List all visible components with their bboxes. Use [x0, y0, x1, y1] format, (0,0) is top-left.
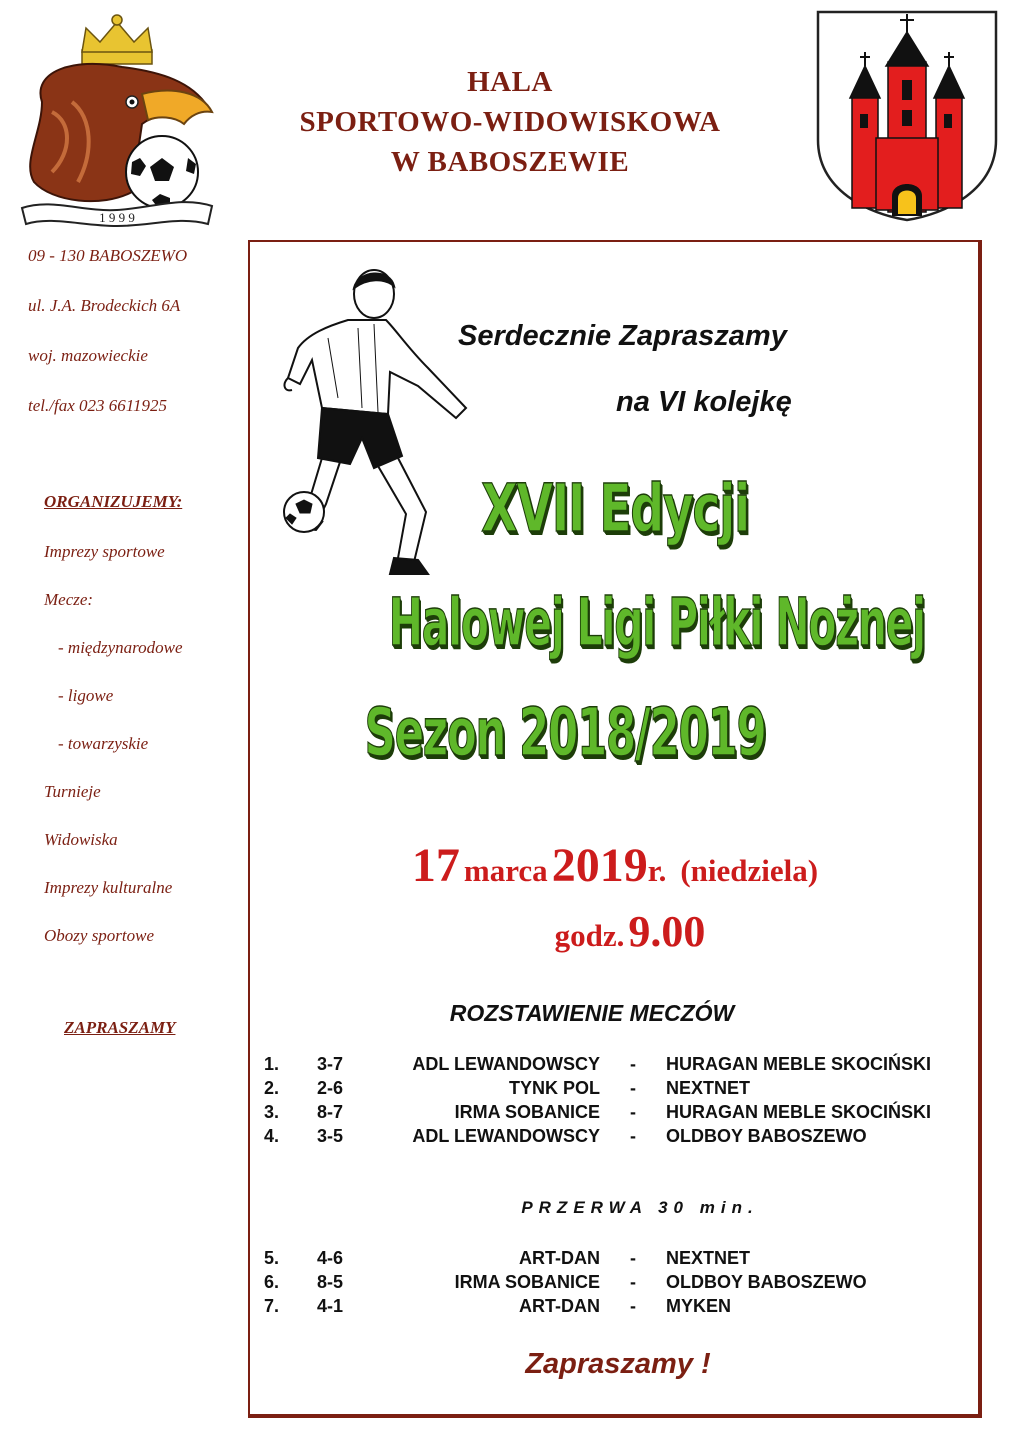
date-suffix: r.	[647, 853, 667, 888]
hall-title	[240, 62, 780, 182]
match-row	[264, 1246, 984, 1270]
organize-item: - towarzyskie	[58, 734, 149, 753]
match-row	[264, 1270, 984, 1294]
matches-table-1	[264, 1052, 984, 1148]
invite-line-2: na VI kolejkę	[616, 386, 792, 418]
match-home-team: IRMA SOBANICE	[454, 1272, 600, 1292]
match-home-team: ADL LEWANDOWSCY	[412, 1054, 600, 1074]
match-home-team: IRMA SOBANICE	[454, 1102, 600, 1122]
date-day: 17	[411, 839, 460, 892]
time-value: 9.00	[628, 907, 706, 956]
organize-item: Mecze:	[44, 590, 94, 609]
match-separator: -	[630, 1296, 636, 1316]
date-year: 2019	[551, 839, 648, 892]
league-title: Halowej Ligi Piłki Nożnej	[388, 584, 925, 661]
hall-title-line-3: W BABOSZEWIE	[390, 146, 630, 178]
match-away-team: HURAGAN MEBLE SKOCIŃSKI	[666, 1054, 932, 1074]
match-pair: 8-5	[316, 1272, 343, 1292]
match-pair: 4-1	[316, 1296, 343, 1316]
eagle-crown-football-logo-icon	[12, 12, 222, 234]
match-home-team: ART-DAN	[519, 1296, 600, 1316]
match-number: 4.	[264, 1126, 280, 1146]
organize-item: - międzynarodowe	[58, 638, 183, 657]
match-row	[264, 1124, 984, 1148]
date-month: marca	[463, 853, 548, 888]
match-separator: -	[630, 1078, 636, 1098]
match-pair: 4-6	[316, 1248, 343, 1268]
match-home-team: ADL LEWANDOWSCY	[412, 1126, 600, 1146]
match-away-team: NEXTNET	[666, 1248, 751, 1268]
coat-of-arms	[816, 10, 998, 222]
match-pair: 2-6	[316, 1078, 343, 1098]
organize-heading: ORGANIZUJEMY:	[44, 492, 183, 511]
schedule-heading: ROZSTAWIENIE MECZÓW	[449, 1000, 735, 1026]
organize-item: Imprezy sportowe	[44, 542, 165, 561]
match-separator: -	[630, 1054, 636, 1074]
match-pair: 3-7	[316, 1054, 343, 1074]
match-away-team: NEXTNET	[666, 1078, 751, 1098]
organize-item: Turnieje	[44, 782, 101, 801]
match-row	[264, 1052, 984, 1076]
match-away-team: MYKEN	[666, 1296, 732, 1316]
match-home-team: ART-DAN	[519, 1248, 600, 1268]
red-church-coat-of-arms-icon	[816, 10, 998, 222]
matches-table-2	[264, 1246, 984, 1318]
hall-title-line-1: HALA	[467, 66, 553, 98]
match-number: 3.	[264, 1102, 280, 1122]
match-row	[264, 1100, 984, 1124]
match-away-team: OLDBOY BABOSZEWO	[666, 1272, 867, 1292]
edition-title: XVII Edycji	[481, 470, 749, 547]
match-pair: 8-7	[316, 1102, 343, 1122]
club-logo	[12, 12, 222, 234]
match-separator: -	[630, 1248, 636, 1268]
match-number: 1.	[264, 1054, 280, 1074]
match-number: 7.	[264, 1296, 280, 1316]
match-separator: -	[630, 1102, 636, 1122]
match-home-team: TYNK POL	[508, 1078, 600, 1098]
season-title: Sezon 2018/2019	[364, 694, 766, 771]
match-number: 6.	[264, 1272, 280, 1292]
event-date	[250, 838, 980, 893]
match-row	[264, 1076, 984, 1100]
contact-street: ul. J.A. Brodeckich 6A	[28, 296, 181, 315]
organize-item: Obozy sportowe	[44, 926, 155, 945]
organize-item: - ligowe	[58, 686, 114, 705]
contact-postcode: 09 - 130 BABOSZEWO	[28, 246, 188, 265]
organize-item: Imprezy kulturalne	[44, 878, 173, 897]
match-pair: 3-5	[316, 1126, 343, 1146]
match-separator: -	[630, 1126, 636, 1146]
sidebar-invite: ZAPRASZAMY	[64, 1018, 176, 1037]
contact-phone: tel./fax 023 6611925	[28, 396, 167, 415]
break-notice: PRZERWA 30 min.	[521, 1198, 759, 1217]
match-away-team: OLDBOY BABOSZEWO	[666, 1126, 867, 1146]
poster-invite-bottom: Zapraszamy !	[525, 1348, 711, 1380]
match-away-team: HURAGAN MEBLE SKOCIŃSKI	[666, 1102, 932, 1122]
match-separator: -	[630, 1272, 636, 1292]
time-label: godz.	[554, 918, 625, 953]
date-weekday: (niedziela)	[680, 853, 819, 888]
match-number: 5.	[264, 1248, 280, 1268]
match-row	[264, 1294, 984, 1318]
logo-year: 1 9 9 9	[99, 210, 135, 225]
hall-title-line-2: SPORTOWO-WIDOWISKOWA	[299, 106, 721, 138]
match-number: 2.	[264, 1078, 280, 1098]
event-time	[380, 906, 880, 957]
organize-item: Widowiska	[44, 830, 118, 849]
contact-region: woj. mazowieckie	[28, 346, 148, 365]
invite-line-1: Serdecznie Zapraszamy	[458, 320, 787, 352]
